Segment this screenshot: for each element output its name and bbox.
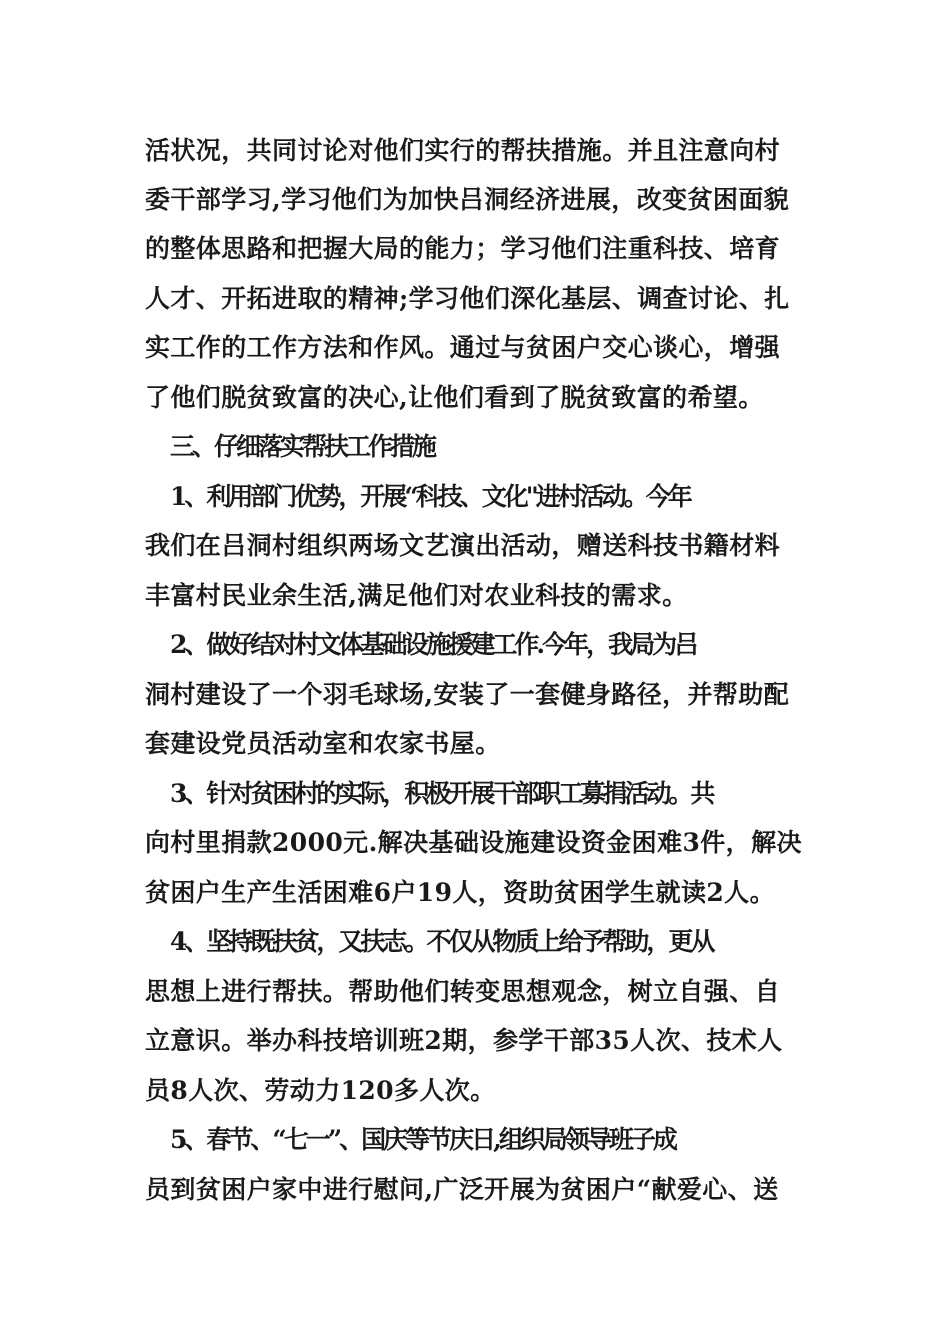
text-line: 5、春节、“七一”、国庆等节庆日,组织局领导班子成 (170, 1125, 675, 1154)
text-line: 1、利用部门优势，开展“科技、文化"进村活动。今年 (170, 482, 690, 511)
text-line: 活状况，共同讨论对他们实行的帮扶措施。并且注意向村 (145, 136, 781, 165)
text-line: 套建设党员活动室和农家书屋。 (145, 729, 501, 758)
text-line: 2、做好结对村文体基础设施援建工作.今年，我局为吕 (170, 630, 697, 659)
text-line: 洞村建设了一个羽毛球场,安装了一套健身路径，并帮助配 (145, 680, 790, 709)
text-line: 丰富村民业余生活,满足他们对农业科技的需求。 (145, 581, 688, 610)
text-line: 员到贫困户家中进行慰问,广泛开展为贫困户“献爱心、送 (145, 1175, 779, 1204)
text-line: 4、坚持既扶贫，又扶志。不仅从物质上给予帮助，更从 (170, 927, 713, 956)
text-line: 委干部学习,学习他们为加快吕洞经济进展，改变贫困面貌 (145, 185, 790, 214)
text-line: 立意识。举办科技培训班2期，参学干部35人次、技术人 (145, 1026, 783, 1055)
text-line: 人才、开拓进取的精神;学习他们深化基层、调查讨论、扎 (145, 284, 790, 313)
text-line: 了他们脱贫致富的决心,让他们看到了脱贫致富的希望。 (145, 383, 764, 412)
section-heading: 三、仔细落实帮扶工作措施 (170, 432, 435, 461)
text-line: 向村里捐款2000元.解决基础设施建设资金困难3件，解决 (145, 828, 802, 857)
text-line: 思想上进行帮扶。帮助他们转变思想观念，树立自强、自 (145, 977, 781, 1006)
text-line: 我们在吕洞村组织两场文艺演出活动，赠送科技书籍材料 (145, 531, 781, 560)
text-line: 员8人次、劳动力120多人次。 (145, 1076, 496, 1105)
text-line: 3、针对贫困村的实际，积极开展干部职工募捐活动。共 (170, 779, 713, 808)
text-line: 实工作的工作方法和作风。通过与贫困户交心谈心，增强 (145, 333, 781, 362)
text-line: 的整体思路和把握大局的能力；学习他们注重科技、培育 (145, 234, 781, 263)
text-line: 贫困户生产生活困难6户19人，资助贫困学生就读2人。 (145, 878, 775, 907)
